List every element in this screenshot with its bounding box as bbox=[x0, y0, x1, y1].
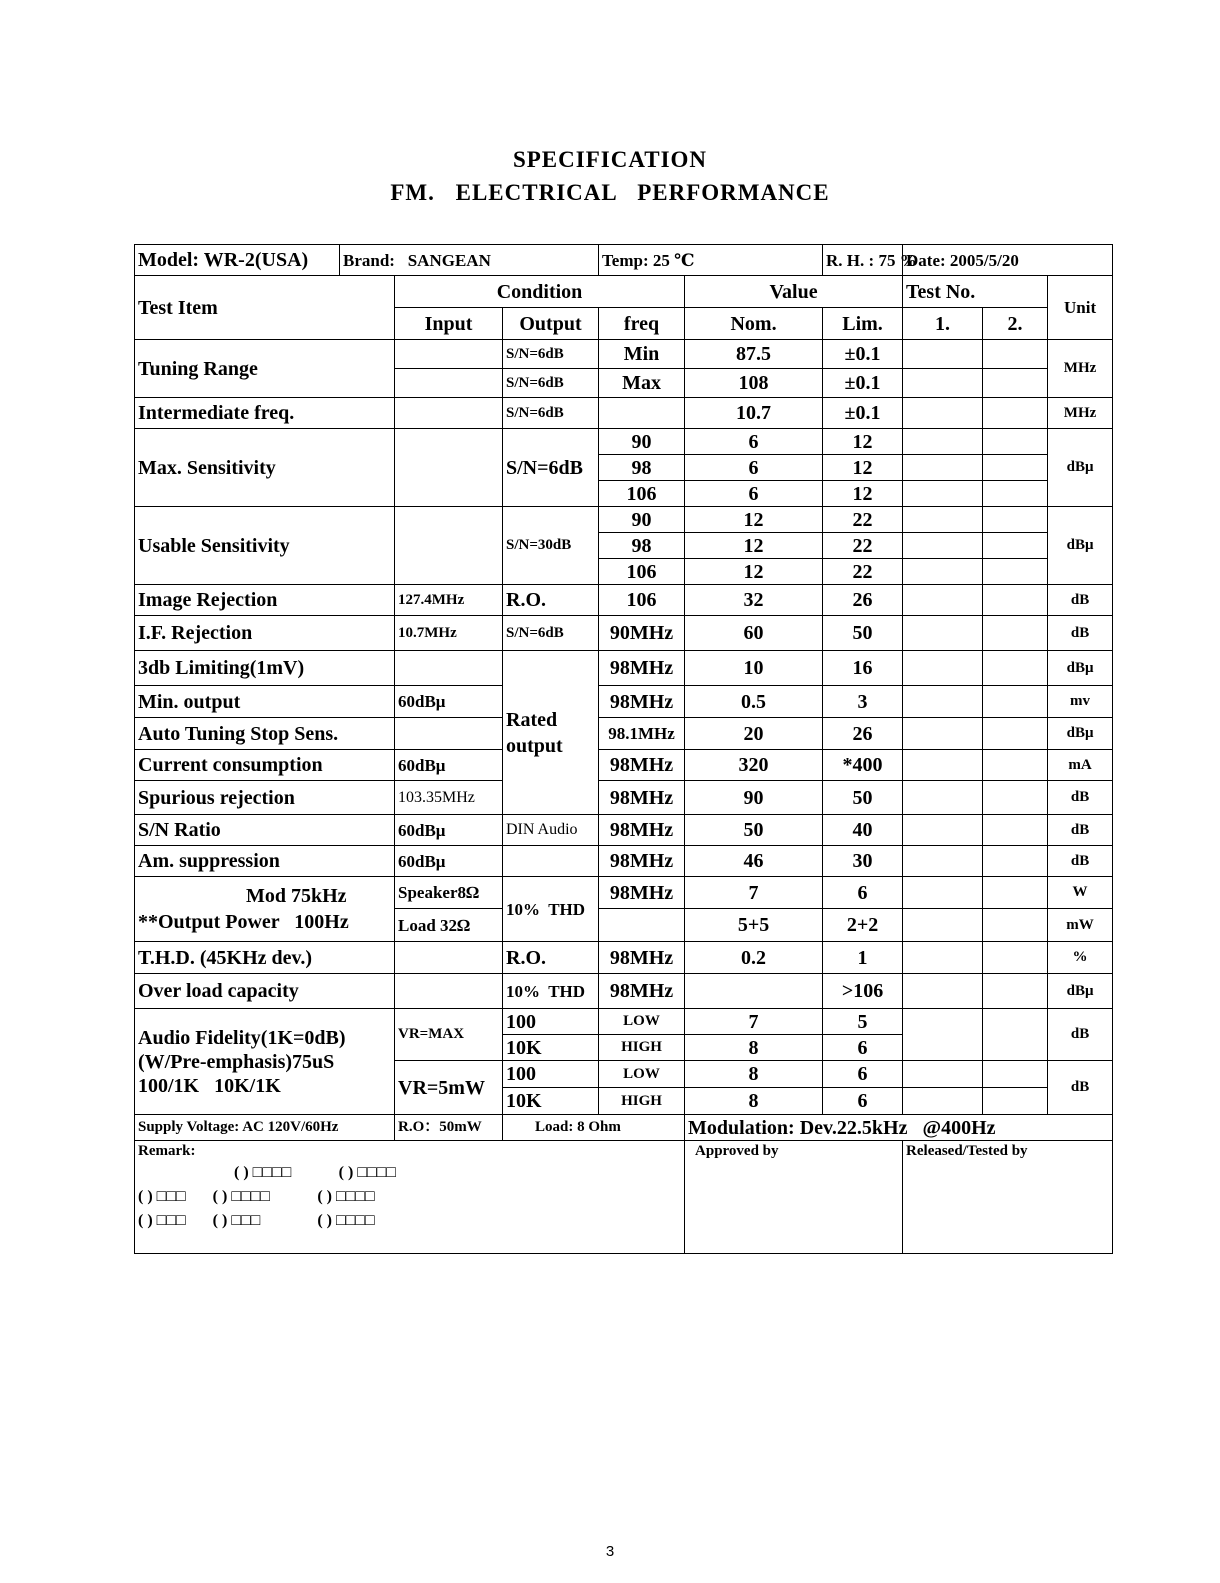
unit-cell: dB bbox=[1048, 815, 1113, 846]
page-subtitle: FM. ELECTRICAL PERFORMANCE bbox=[390, 180, 830, 205]
lim-cell: 26 bbox=[823, 585, 903, 616]
table-row bbox=[135, 974, 1113, 1009]
option-text: □□□ bbox=[156, 1188, 186, 1205]
item-over-load: Over load capacity bbox=[135, 974, 395, 1009]
test1-cell bbox=[903, 846, 983, 877]
table-row bbox=[135, 846, 1113, 877]
input-cell bbox=[395, 507, 503, 585]
unit-cell: dBμ bbox=[1048, 718, 1113, 750]
table-row bbox=[135, 651, 1113, 686]
ro-cell: R.O：50mW bbox=[395, 1115, 503, 1141]
rh-cell: R. H. : 75 % bbox=[823, 245, 903, 276]
input-cell: 127.4MHz bbox=[395, 585, 503, 616]
freq-cell: 98MHz bbox=[599, 846, 685, 877]
lim-cell: 12 bbox=[823, 481, 903, 507]
nom-cell: 7 bbox=[685, 1009, 823, 1035]
test1-cell bbox=[903, 455, 983, 481]
test1-cell bbox=[903, 481, 983, 507]
freq-cell: 90 bbox=[599, 429, 685, 455]
checkbox-placeholder: ( ) bbox=[317, 1188, 332, 1205]
item-current-consumption: Current consumption bbox=[135, 750, 395, 781]
col-freq: freq bbox=[599, 308, 685, 340]
output-cell: 10K bbox=[503, 1088, 599, 1115]
test1-cell bbox=[903, 559, 983, 585]
brand-cell bbox=[340, 245, 599, 276]
output-cell bbox=[503, 846, 599, 877]
checkbox-placeholder: ( ) bbox=[234, 1164, 249, 1181]
table-row bbox=[135, 750, 1113, 781]
freq-cell: 98MHz bbox=[599, 781, 685, 815]
lim-cell: 3 bbox=[823, 686, 903, 718]
checkbox-placeholder: ( ) bbox=[338, 1164, 354, 1181]
test1-cell bbox=[903, 340, 983, 369]
nom-cell: 108 bbox=[685, 369, 823, 398]
freq-cell: 98 bbox=[599, 533, 685, 559]
output-cell: 10% THD bbox=[503, 974, 599, 1009]
input-cell bbox=[395, 429, 503, 507]
checkbox-placeholder: ( ) bbox=[212, 1188, 228, 1205]
nom-cell: 60 bbox=[685, 616, 823, 651]
col-value: Value bbox=[685, 276, 903, 308]
test1-cell bbox=[903, 909, 983, 942]
nom-cell: 32 bbox=[685, 585, 823, 616]
modulation-cell: Modulation: Dev.22.5kHz @400Hz bbox=[685, 1115, 1113, 1141]
item-sn-ratio: S/N Ratio bbox=[135, 815, 395, 846]
brand-value: SANGEAN bbox=[407, 250, 491, 270]
test1-cell bbox=[903, 398, 983, 429]
unit-cell: MHz bbox=[1048, 398, 1113, 429]
option-text: □□□□ bbox=[231, 1188, 270, 1205]
test1-cell bbox=[903, 877, 983, 909]
nom-cell: 6 bbox=[685, 429, 823, 455]
lim-cell: 22 bbox=[823, 559, 903, 585]
freq-cell: 98MHz bbox=[599, 686, 685, 718]
input-cell: VR=5mW bbox=[395, 1061, 503, 1115]
item-intermediate-freq: Intermediate freq. bbox=[135, 398, 395, 429]
model-cell: Model: WR-2(USA) bbox=[135, 245, 340, 276]
freq-cell: 98.1MHz bbox=[599, 718, 685, 750]
item-audio-fidelity bbox=[135, 1009, 395, 1115]
page-title: SPECIFICATION bbox=[512, 147, 708, 172]
audio-fidelity-line3: 100/1K 10K/1K bbox=[138, 1074, 281, 1097]
lim-cell: 26 bbox=[823, 718, 903, 750]
nom-cell: 6 bbox=[685, 455, 823, 481]
lim-cell: 12 bbox=[823, 429, 903, 455]
input-cell: 10.7MHz bbox=[395, 616, 503, 651]
test2-cell bbox=[983, 1061, 1048, 1088]
freq-cell bbox=[599, 398, 685, 429]
table-row bbox=[135, 507, 1113, 533]
unit-cell: dB bbox=[1048, 1009, 1113, 1061]
test1-cell bbox=[903, 1061, 983, 1088]
option-text: □□□□ bbox=[252, 1164, 292, 1181]
footer-row bbox=[135, 1115, 1113, 1141]
nom-cell: 8 bbox=[685, 1088, 823, 1115]
freq-cell: 90MHz bbox=[599, 616, 685, 651]
lim-cell: 40 bbox=[823, 815, 903, 846]
input-cell bbox=[395, 340, 503, 369]
freq-cell: HIGH bbox=[599, 1035, 685, 1061]
table-row bbox=[135, 718, 1113, 750]
col-test-no: Test No. bbox=[903, 276, 1048, 308]
col-test-item: Test Item bbox=[135, 276, 395, 340]
test2-cell bbox=[983, 686, 1048, 718]
unit-cell: dB bbox=[1048, 846, 1113, 877]
input-cell bbox=[395, 974, 503, 1009]
test1-cell bbox=[903, 1088, 983, 1115]
freq-cell: LOW bbox=[599, 1061, 685, 1088]
option-text: □□□ bbox=[156, 1212, 186, 1229]
lim-cell: >106 bbox=[823, 974, 903, 1009]
freq-cell: 98MHz bbox=[599, 942, 685, 974]
freq-cell: 98MHz bbox=[599, 651, 685, 686]
audio-fidelity-line2: (W/Pre-emphasis)75uS bbox=[138, 1050, 335, 1073]
freq-cell: 106 bbox=[599, 481, 685, 507]
freq-cell: 90 bbox=[599, 507, 685, 533]
nom-cell: 8 bbox=[685, 1035, 823, 1061]
nom-cell: 12 bbox=[685, 507, 823, 533]
supply-voltage: Supply Voltage: AC 120V/60Hz bbox=[135, 1115, 395, 1141]
freq-cell: HIGH bbox=[599, 1088, 685, 1115]
test2-cell bbox=[983, 585, 1048, 616]
nom-cell: 12 bbox=[685, 559, 823, 585]
table-row bbox=[135, 781, 1113, 815]
test1-cell bbox=[903, 942, 983, 974]
freq-cell: 98MHz bbox=[599, 877, 685, 909]
test1-cell bbox=[903, 533, 983, 559]
nom-cell: 0.2 bbox=[685, 942, 823, 974]
table-row bbox=[135, 1009, 1113, 1035]
output-cell: 10% THD bbox=[503, 877, 599, 942]
test2-cell bbox=[983, 559, 1048, 585]
input-cell: VR=MAX bbox=[395, 1009, 503, 1061]
lim-cell: 1 bbox=[823, 942, 903, 974]
test1-cell bbox=[903, 686, 983, 718]
unit-cell: dB bbox=[1048, 585, 1113, 616]
lim-cell: 50 bbox=[823, 616, 903, 651]
lim-cell: 22 bbox=[823, 533, 903, 559]
lim-cell: 12 bbox=[823, 455, 903, 481]
item-auto-tuning: Auto Tuning Stop Sens. bbox=[135, 718, 395, 750]
lim-cell: 50 bbox=[823, 781, 903, 815]
col-nom: Nom. bbox=[685, 308, 823, 340]
test2-cell bbox=[983, 750, 1048, 781]
input-cell bbox=[395, 718, 503, 750]
col-test-1: 1. bbox=[903, 308, 983, 340]
item-output-power bbox=[135, 877, 395, 942]
input-cell bbox=[395, 942, 503, 974]
test1-cell bbox=[903, 651, 983, 686]
test2-cell bbox=[983, 369, 1048, 398]
output-cell: 10K bbox=[503, 1035, 599, 1061]
input-cell: 60dBμ bbox=[395, 686, 503, 718]
test2-cell bbox=[983, 815, 1048, 846]
test2-cell bbox=[983, 616, 1048, 651]
input-cell: 103.35MHz bbox=[395, 781, 503, 815]
test1-cell bbox=[903, 585, 983, 616]
test2-cell bbox=[983, 942, 1048, 974]
unit-cell: % bbox=[1048, 942, 1113, 974]
nom-cell: 8 bbox=[685, 1061, 823, 1088]
checkbox-placeholder: ( ) bbox=[138, 1212, 153, 1229]
freq-cell: 98MHz bbox=[599, 750, 685, 781]
output-cell: R.O. bbox=[503, 942, 599, 974]
nom-cell: 7 bbox=[685, 877, 823, 909]
output-power-mod: Mod 75kHz bbox=[246, 885, 347, 907]
test2-cell bbox=[983, 507, 1048, 533]
table-row bbox=[135, 340, 1113, 369]
test1-cell bbox=[903, 750, 983, 781]
item-am-suppression: Am. suppression bbox=[135, 846, 395, 877]
lim-cell: 6 bbox=[823, 1035, 903, 1061]
test2-cell bbox=[983, 909, 1048, 942]
freq-cell: Min bbox=[599, 340, 685, 369]
checkbox-placeholder: ( ) bbox=[317, 1212, 332, 1229]
freq-cell: 98MHz bbox=[599, 815, 685, 846]
output-cell: DIN Audio bbox=[503, 815, 599, 846]
rated-output-cell bbox=[503, 651, 599, 815]
option-text: □□□□ bbox=[335, 1212, 375, 1229]
test2-cell bbox=[983, 651, 1048, 686]
test1-cell bbox=[903, 616, 983, 651]
output-cell: 100 bbox=[503, 1061, 599, 1088]
nom-cell: 6 bbox=[685, 481, 823, 507]
item-usable-sensitivity: Usable Sensitivity bbox=[135, 507, 395, 585]
col-input: Input bbox=[395, 308, 503, 340]
date-cell: Date: 2005/5/20 bbox=[903, 245, 1113, 276]
lim-cell: ±0.1 bbox=[823, 369, 903, 398]
output-cell: S/N=30dB bbox=[503, 507, 599, 585]
nom-cell: 5+5 bbox=[685, 909, 823, 942]
test1-cell bbox=[903, 815, 983, 846]
item-min-output: Min. output bbox=[135, 686, 395, 718]
test2-cell bbox=[983, 1009, 1048, 1061]
unit-cell: MHz bbox=[1048, 340, 1113, 398]
test1-cell bbox=[903, 781, 983, 815]
lim-cell: 30 bbox=[823, 846, 903, 877]
output-cell: S/N=6dB bbox=[503, 369, 599, 398]
released-cell: Released/Tested by bbox=[903, 1141, 1113, 1254]
col-condition: Condition bbox=[395, 276, 685, 308]
unit-cell: mv bbox=[1048, 686, 1113, 718]
item-tuning-range: Tuning Range bbox=[135, 340, 395, 398]
load-cell: Load: 8 Ohm bbox=[503, 1115, 685, 1141]
output-cell: R.O. bbox=[503, 585, 599, 616]
unit-cell: dBμ bbox=[1048, 507, 1113, 585]
freq-cell: LOW bbox=[599, 1009, 685, 1035]
input-cell: Load 32Ω bbox=[395, 909, 503, 942]
input-cell bbox=[395, 651, 503, 686]
table-row bbox=[135, 942, 1113, 974]
item-max-sensitivity: Max. Sensitivity bbox=[135, 429, 395, 507]
brand-label: Brand: bbox=[343, 250, 395, 270]
test1-cell bbox=[903, 718, 983, 750]
approved-cell: Approved by bbox=[685, 1141, 903, 1254]
freq-cell: 106 bbox=[599, 559, 685, 585]
lim-cell: 6 bbox=[823, 1061, 903, 1088]
lim-cell: ±0.1 bbox=[823, 398, 903, 429]
nom-cell: 320 bbox=[685, 750, 823, 781]
table-row bbox=[135, 585, 1113, 616]
unit-cell: dB bbox=[1048, 781, 1113, 815]
remark-row bbox=[135, 1141, 1113, 1254]
temp-cell: Temp: 25 ℃ bbox=[599, 245, 823, 276]
output-cell: S/N=6dB bbox=[503, 340, 599, 369]
unit-cell: W bbox=[1048, 877, 1113, 909]
output-cell: 100 bbox=[503, 1009, 599, 1035]
test2-cell bbox=[983, 718, 1048, 750]
col-test-2: 2. bbox=[983, 308, 1048, 340]
nom-cell: 20 bbox=[685, 718, 823, 750]
header-row bbox=[135, 245, 1113, 276]
remark-cell bbox=[135, 1141, 685, 1254]
item-3db-limiting: 3db Limiting(1mV) bbox=[135, 651, 395, 686]
input-cell: 60dBμ bbox=[395, 815, 503, 846]
nom-cell: 46 bbox=[685, 846, 823, 877]
freq-cell: 98 bbox=[599, 455, 685, 481]
test2-cell bbox=[983, 877, 1048, 909]
col-output: Output bbox=[503, 308, 599, 340]
checkbox-placeholder: ( ) bbox=[138, 1188, 153, 1205]
nom-cell: 10.7 bbox=[685, 398, 823, 429]
freq-cell: 106 bbox=[599, 585, 685, 616]
checkbox-placeholder: ( ) bbox=[212, 1212, 228, 1229]
rated-output-label: Rated output bbox=[506, 708, 563, 757]
nom-cell: 50 bbox=[685, 815, 823, 846]
lim-cell: ±0.1 bbox=[823, 340, 903, 369]
lim-cell: 6 bbox=[823, 1088, 903, 1115]
spec-table bbox=[134, 244, 1113, 1254]
input-cell: 60dBμ bbox=[395, 846, 503, 877]
item-image-rejection: Image Rejection bbox=[135, 585, 395, 616]
remark-options bbox=[138, 1161, 681, 1233]
test1-cell bbox=[903, 1009, 983, 1061]
test2-cell bbox=[983, 340, 1048, 369]
test2-cell bbox=[983, 481, 1048, 507]
input-cell: 60dBμ bbox=[395, 750, 503, 781]
lim-cell: 6 bbox=[823, 877, 903, 909]
test1-cell bbox=[903, 974, 983, 1009]
item-thd: T.H.D. (45KHz dev.) bbox=[135, 942, 395, 974]
freq-cell: Max bbox=[599, 369, 685, 398]
table-row bbox=[135, 398, 1113, 429]
table-row bbox=[135, 429, 1113, 455]
test2-cell bbox=[983, 846, 1048, 877]
option-text: □□□ bbox=[231, 1212, 261, 1229]
table-row bbox=[135, 877, 1113, 909]
audio-fidelity-line1: Audio Fidelity(1K=0dB) bbox=[138, 1026, 346, 1049]
table-row bbox=[135, 616, 1113, 651]
lim-cell: 16 bbox=[823, 651, 903, 686]
nom-cell: 10 bbox=[685, 651, 823, 686]
nom-cell: 12 bbox=[685, 533, 823, 559]
test2-cell bbox=[983, 455, 1048, 481]
option-text: □□□□ bbox=[335, 1188, 375, 1205]
input-cell bbox=[395, 398, 503, 429]
nom-cell: 90 bbox=[685, 781, 823, 815]
test2-cell bbox=[983, 781, 1048, 815]
nom-cell bbox=[685, 974, 823, 1009]
option-text: □□□□ bbox=[357, 1164, 396, 1181]
input-cell bbox=[395, 369, 503, 398]
item-spurious-rejection: Spurious rejection bbox=[135, 781, 395, 815]
lim-cell: 2+2 bbox=[823, 909, 903, 942]
nom-cell: 0.5 bbox=[685, 686, 823, 718]
unit-cell: dBμ bbox=[1048, 651, 1113, 686]
test2-cell bbox=[983, 1088, 1048, 1115]
page-number: 3 bbox=[605, 1543, 615, 1560]
col-lim: Lim. bbox=[823, 308, 903, 340]
lim-cell: 22 bbox=[823, 507, 903, 533]
lim-cell: 5 bbox=[823, 1009, 903, 1035]
test2-cell bbox=[983, 429, 1048, 455]
test2-cell bbox=[983, 974, 1048, 1009]
test1-cell bbox=[903, 369, 983, 398]
table-row bbox=[135, 815, 1113, 846]
input-cell: Speaker8Ω bbox=[395, 877, 503, 909]
freq-cell: 98MHz bbox=[599, 974, 685, 1009]
unit-cell: mW bbox=[1048, 909, 1113, 942]
unit-cell: mA bbox=[1048, 750, 1113, 781]
col-unit: Unit bbox=[1048, 276, 1113, 340]
test1-cell bbox=[903, 429, 983, 455]
nom-cell: 87.5 bbox=[685, 340, 823, 369]
item-if-rejection: I.F. Rejection bbox=[135, 616, 395, 651]
unit-cell: dBμ bbox=[1048, 974, 1113, 1009]
lim-cell: *400 bbox=[823, 750, 903, 781]
table-row bbox=[135, 686, 1113, 718]
unit-cell: dB bbox=[1048, 1061, 1113, 1115]
output-cell: S/N=6dB bbox=[503, 616, 599, 651]
unit-cell: dBμ bbox=[1048, 429, 1113, 507]
freq-cell bbox=[599, 909, 685, 942]
test2-cell bbox=[983, 533, 1048, 559]
test2-cell bbox=[983, 398, 1048, 429]
output-cell: S/N=6dB bbox=[503, 398, 599, 429]
output-cell: S/N=6dB bbox=[503, 429, 599, 507]
unit-cell: dB bbox=[1048, 616, 1113, 651]
test1-cell bbox=[903, 507, 983, 533]
remark-label: Remark: bbox=[138, 1143, 196, 1159]
output-power-label: **Output Power 100Hz bbox=[138, 911, 349, 933]
